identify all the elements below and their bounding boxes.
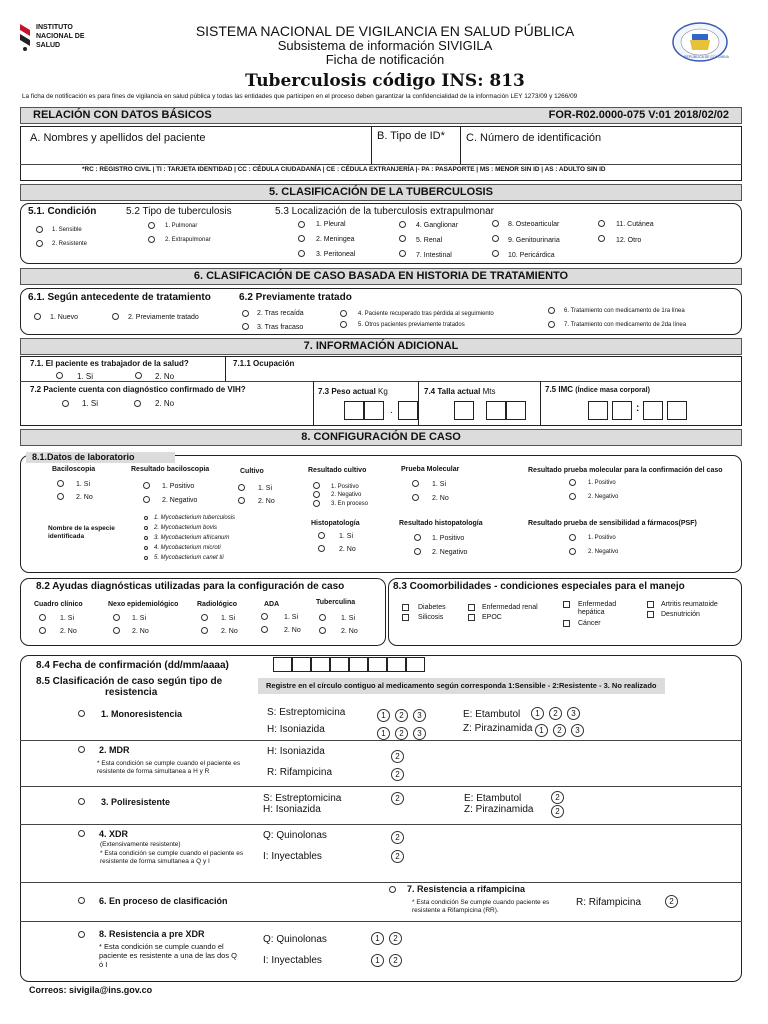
rcult-pos-radio[interactable] [313, 482, 320, 489]
ayuda-col: Tuberculina [316, 599, 356, 606]
poli-z-2[interactable]: 2 [551, 805, 564, 818]
form-code: FOR-R02.0000-075 V:01 2018/02/02 [548, 109, 729, 121]
drug-label: Q: Quinolonas [263, 830, 327, 841]
option-label: 3. Peritoneal [316, 251, 356, 258]
intestinal-radio[interactable] [399, 250, 406, 257]
poli-sh-2[interactable]: 2 [391, 792, 404, 805]
option-label: 1. Positivo [588, 535, 616, 541]
vih-no-radio[interactable] [134, 400, 141, 407]
option-label: 10. Pericárdica [508, 252, 555, 259]
peso-unit: Kg [378, 387, 388, 396]
mono-e-1[interactable]: 1 [531, 707, 544, 720]
ayudas-title: 8.2 Ayudas diagnósticas utilizadas para la configuración de caso [36, 581, 345, 592]
divider [20, 740, 742, 741]
en-proceso-radio[interactable] [78, 897, 85, 904]
drug-label: R: Rifampicina [576, 897, 642, 908]
rcult-neg-radio[interactable] [313, 491, 320, 498]
section8-title: 8. CONFIGURACIÓN DE CASO [20, 429, 742, 446]
rpm-neg-radio[interactable] [569, 493, 576, 500]
otros-tratados-radio[interactable] [340, 321, 347, 328]
xdr-radio[interactable] [78, 830, 85, 837]
option-label: 2. No [221, 628, 238, 635]
rpm-pos-radio[interactable] [569, 479, 576, 486]
date-yy-4[interactable] [406, 657, 425, 672]
divider [20, 786, 742, 787]
divider [20, 921, 742, 922]
res-molecular-label: Resultado prueba molecular para la confirmación del caso [528, 467, 723, 474]
sensible-radio[interactable] [36, 226, 43, 233]
option-label: 2. No [432, 495, 449, 502]
tras-recaida-radio[interactable] [242, 310, 249, 317]
option-label: 3. En proceso [331, 501, 369, 507]
option-label: 1. Sensible [52, 227, 82, 233]
cultivo-si-radio[interactable] [238, 484, 245, 491]
rhisto-neg-radio[interactable] [414, 548, 421, 555]
vih-label: 7.2 Paciente cuenta con diagnóstico confirmado de VIH? [30, 385, 246, 394]
relacion-title: RELACIÓN CON DATOS BÁSICOS [33, 109, 212, 121]
option-label: 2. Tras recaída [257, 310, 304, 317]
en-proceso-label: 6. En proceso de clasificación [99, 896, 228, 906]
pulmonar-radio[interactable] [148, 222, 155, 229]
relacion-bar [20, 107, 742, 124]
cancer-checkbox[interactable] [563, 620, 570, 627]
rifampicina-note: * Esta condición Se cumple cuando paciente es resistente a Rifampicina (RR). [412, 899, 550, 914]
option-label: Enfermedad hepática [578, 601, 617, 616]
especie-label: Nombre de la especie identificada [48, 525, 115, 540]
option-label: 2. Extrapulmonar [165, 237, 211, 243]
ganglionar-radio[interactable] [399, 221, 406, 228]
peso-label-text: 7.3 Peso actual [318, 387, 376, 396]
trabajador-si-radio[interactable] [56, 372, 63, 379]
drug-label: Z: Pirazinamida [463, 723, 533, 734]
option-label: 6. Tratamiento con medicamento de 1ra línea [564, 308, 685, 314]
ayuda-col: ADA [264, 601, 280, 608]
footer-email: Correos: sivigila@ins.gov.co [29, 985, 153, 995]
previamente-tratado-radio[interactable] [112, 313, 119, 320]
date-yy-1[interactable] [349, 657, 368, 672]
option-label: Diabetes [418, 604, 446, 611]
drug-label: I: Inyectables [263, 851, 322, 862]
tras-fracaso-radio[interactable] [242, 323, 249, 330]
species-label: 4. Mycobacterium microti [154, 545, 221, 551]
histo-si-radio[interactable] [318, 532, 325, 539]
option-label: 2. Meningea [316, 236, 355, 243]
species-1-radio[interactable] [144, 516, 148, 520]
divider [20, 882, 742, 883]
option-label: 2. No [132, 628, 149, 635]
drug-label: Z: Pirazinamida [464, 804, 534, 815]
option-label: Silicosis [418, 614, 444, 621]
drug-label: R: Rifampicina [267, 767, 333, 778]
prexdr-i-1[interactable]: 1 [371, 954, 384, 967]
xdr-i-2[interactable]: 2 [391, 850, 404, 863]
form-type-title: Ficha de notificación [325, 52, 445, 67]
section5-title: 5. CLASIFICACIÓN DE LA TUBERCULOSIS [20, 184, 742, 201]
date-yy-2[interactable] [368, 657, 387, 672]
peritoneal-radio[interactable] [298, 250, 305, 257]
option-label: 1. Si [77, 372, 94, 381]
option-label: 2. No [76, 494, 93, 501]
baci-no-radio[interactable] [57, 493, 64, 500]
imc-label-text: 7.5 IMC [545, 385, 574, 394]
species-4-radio[interactable] [144, 546, 148, 550]
divider [20, 164, 742, 165]
monoresistencia-label: 1. Monoresistencia [101, 709, 183, 719]
clasificacion-label: 8.5 Clasificación de caso según tipo de [36, 676, 223, 687]
artritis-checkbox[interactable] [647, 601, 654, 608]
option-label: 2. No [339, 546, 356, 553]
pleural-radio[interactable] [298, 221, 305, 228]
option-label: 7. Intestinal [416, 252, 452, 259]
res-histopatologia-label: Resultado histopatología [399, 520, 483, 527]
drug-label: E: Etambutol [463, 709, 521, 720]
option-label: Artritis reumatoide [661, 601, 718, 608]
mono-s-3[interactable]: 3 [413, 709, 426, 722]
prueba-molecular-label: Prueba Molecular [401, 466, 460, 473]
peso-decimal[interactable] [398, 401, 418, 420]
divider [540, 381, 541, 426]
option-label: 1. Si [258, 485, 273, 492]
nexo-no-radio[interactable] [113, 627, 120, 634]
poliresistente-radio[interactable] [78, 798, 85, 805]
mdr-note: * Esta condición se cumple cuando el paciente es resistente de forma simultanea a H y R [97, 760, 241, 775]
epoc-checkbox[interactable] [468, 614, 475, 621]
date-yy-3[interactable] [387, 657, 406, 672]
talla-unit: Mts [482, 387, 496, 396]
talla-label [424, 388, 495, 396]
xdr-subtitle: (Extensivamente resistente) [100, 841, 181, 848]
imc-label [545, 386, 650, 394]
primera-linea-radio[interactable] [548, 307, 555, 314]
logo-line1: INSTITUTO [36, 24, 73, 31]
option-label: 12. Otro [616, 237, 642, 244]
diabetes-checkbox[interactable] [402, 604, 409, 611]
recuperado-radio[interactable] [340, 310, 347, 317]
species-label: 3. Mycobacterium africanum [154, 535, 230, 541]
option-label: 1. Si [284, 614, 299, 621]
section6-title: 6. CLASIFICACIÓN DE CASO BASADA EN HISTORIA DE TRATAMIENTO [20, 268, 742, 285]
antecedente-label: 6.1. Según antecedente de tratamiento [28, 292, 211, 303]
id-number-label: C. Número de identificación [466, 132, 602, 144]
option-label: 2. Negativo [588, 549, 619, 555]
species-2-radio[interactable] [144, 526, 148, 530]
renal-checkbox[interactable] [468, 604, 475, 611]
drug-label: S: Estreptomicina [267, 707, 346, 718]
divider [371, 126, 372, 164]
clinico-no-radio[interactable] [39, 627, 46, 634]
divider [418, 381, 419, 426]
mono-s-1[interactable]: 1 [377, 709, 390, 722]
drug-label: H: Isoniazida [263, 804, 321, 815]
mono-s-2[interactable]: 2 [395, 709, 408, 722]
nexo-si-radio[interactable] [113, 614, 120, 621]
option-label: 1. Si [339, 533, 354, 540]
form-title: Tuberculosis código INS: 813 [245, 71, 525, 91]
fecha-confirmacion-label: 8.4 Fecha de confirmación (dd/mm/aaaa) [36, 660, 229, 671]
res-psf-label: Resultado prueba de sensibilidad a fármacos(PSF) [528, 520, 697, 527]
vih-si-radio[interactable] [62, 400, 69, 407]
radio-si-radio[interactable] [201, 614, 208, 621]
localizacion-label: 5.3 Localización de la tuberculosis extrapulmonar [275, 206, 495, 217]
section7-title: 7. INFORMACIÓN ADICIONAL [20, 338, 742, 355]
divider [225, 356, 226, 381]
rifampicina-label: 7. Resistencia a rifampicina [407, 884, 526, 894]
otro-radio[interactable] [598, 235, 605, 242]
drug-label: S: Estreptomicina [263, 793, 342, 804]
drug-label: H: Isoniazida [267, 746, 325, 757]
ins-logo [18, 22, 32, 52]
divider [460, 126, 461, 164]
xdr-label: 4. XDR [99, 829, 129, 839]
condicion-label: 5.1. Condición [28, 206, 97, 217]
imc-sub: (Índice masa corporal) [575, 387, 650, 394]
option-label: 1. Positivo [588, 480, 616, 486]
previamente-label: 6.2 Previamente tratado [239, 292, 352, 303]
mono-z-2[interactable]: 2 [553, 724, 566, 737]
osteoarticular-radio[interactable] [492, 220, 499, 227]
option-label: 1. Si [60, 615, 75, 622]
colombia-seal [672, 22, 728, 62]
subsystem-title: Subsistema de información SIVIGILA [277, 38, 493, 53]
option-label: 1. Positivo [162, 483, 195, 490]
poliresistente-label: 3. Poliresistente [101, 797, 171, 807]
res-cultivo-label: Resultado cultivo [308, 467, 367, 474]
pericardica-radio[interactable] [492, 250, 499, 257]
option-label: 7. Tratamiento con medicamento de 2da línea [564, 322, 687, 328]
rhisto-pos-radio[interactable] [414, 534, 421, 541]
pre-xdr-label: 8. Resistencia a pre XDR [99, 929, 205, 939]
confidentiality-notice: La ficha de notificación es para fines de vigilancia en salud pública y todas las entidades que participen en el proceso deben garantizar la confidencialidad de la información LEY 1273/09 y 1266/09 [22, 93, 578, 100]
hepatica-checkbox[interactable] [563, 601, 570, 608]
mdr-radio[interactable] [78, 746, 85, 753]
peso-digit-2[interactable] [364, 401, 384, 420]
instruction-banner: Registre en el círculo contiguo al medicamento según corresponda 1:Sensible - 2:Resistente - 3. No realizado [258, 678, 665, 694]
rbaci-pos-radio[interactable] [143, 482, 150, 489]
option-label: 1. Positivo [331, 484, 359, 490]
extrapulmonar-radio[interactable] [148, 236, 155, 243]
species-5-radio[interactable] [144, 556, 148, 560]
option-label: 1. Nuevo [50, 314, 79, 321]
option-label: 1. Positivo [432, 535, 465, 542]
option-label: 2. No [284, 627, 301, 634]
option-label: 2. No [155, 372, 175, 381]
poli-e-2[interactable]: 2 [551, 791, 564, 804]
resistente-radio[interactable] [36, 240, 43, 247]
system-title: SISTEMA NACIONAL DE VIGILANCIA EN SALUD PÚBLICA [195, 23, 575, 39]
prexdr-i-2[interactable]: 2 [389, 954, 402, 967]
talla-digit-3[interactable] [506, 401, 526, 420]
tuberculina-si-radio[interactable] [319, 614, 326, 621]
option-label: 3. Tras fracaso [257, 324, 304, 331]
desnutricion-checkbox[interactable] [647, 611, 654, 618]
nuevo-radio[interactable] [34, 313, 41, 320]
option-label: Cáncer [578, 620, 601, 627]
talla-digit-2[interactable] [486, 401, 506, 420]
prexdr-q-1[interactable]: 1 [371, 932, 384, 945]
imc-decimal-1[interactable] [643, 401, 663, 420]
date-dd-1[interactable] [273, 657, 292, 672]
option-label: 5. Renal [416, 237, 443, 244]
option-label: 8. Osteoarticular [508, 221, 560, 228]
option-label: 1. Si [132, 615, 147, 622]
trabajador-salud-label: 7.1. El paciente es trabajador de la salud? [30, 359, 189, 368]
option-label: 2. No [60, 628, 77, 635]
decimal-point: . [390, 405, 393, 416]
trabajador-no-radio[interactable] [135, 372, 142, 379]
rr-r-2[interactable]: 2 [665, 895, 678, 908]
xdr-q-2[interactable]: 2 [391, 831, 404, 844]
option-label: 1. Si [76, 481, 91, 488]
drug-label: E: Etambutol [464, 793, 522, 804]
option-label: 1. Si [432, 481, 447, 488]
ayuda-col: Cuadro clínico [34, 601, 83, 608]
option-label: 2. Negativo [162, 497, 198, 504]
tuberculina-no-radio[interactable] [319, 627, 326, 634]
peso-label [318, 388, 388, 396]
mdr-r-2[interactable]: 2 [391, 768, 404, 781]
option-label: 1. Pulmonar [165, 223, 198, 229]
cutanea-radio[interactable] [598, 220, 605, 227]
divider [313, 381, 314, 426]
tipo-tb-label: 5.2 Tipo de tuberculosis [126, 206, 232, 217]
option-label: 2. Negativo [588, 494, 619, 500]
lab-data-label: 8.1.Datos de laboratorio [26, 452, 175, 463]
option-label: EPOC [482, 614, 502, 621]
mono-z-3[interactable]: 3 [571, 724, 584, 737]
pre-xdr-radio[interactable] [78, 931, 85, 938]
pm-si-radio[interactable] [412, 480, 419, 487]
genitourinaria-radio[interactable] [492, 235, 499, 242]
rifampicina-radio[interactable] [389, 886, 396, 893]
date-mm-1[interactable] [311, 657, 330, 672]
ocupacion-label: 7.1.1 Ocupación [233, 359, 295, 368]
ayuda-col: Nexo epidemiológico [108, 601, 179, 608]
date-dd-2[interactable] [292, 657, 311, 672]
talla-digit-1[interactable] [454, 401, 474, 420]
drug-label: Q: Quinolonas [263, 934, 327, 945]
date-mm-2[interactable] [330, 657, 349, 672]
mono-h-2[interactable]: 2 [395, 727, 408, 740]
option-label: Desnutrición [661, 611, 700, 618]
species-label: 5. Mycobacterium canet tii [154, 555, 224, 561]
meningea-radio[interactable] [298, 235, 305, 242]
option-label: 2. Negativo [432, 549, 468, 556]
option-label: Enfermedad renal [482, 604, 538, 611]
option-label: 4. Ganglionar [416, 222, 459, 229]
ada-si-radio[interactable] [261, 613, 268, 620]
mdr-label: 2. MDR [99, 745, 130, 755]
option-label: 1. Pleural [316, 221, 346, 228]
monoresistencia-radio[interactable] [78, 710, 85, 717]
mdr-h-2[interactable]: 2 [391, 750, 404, 763]
drug-label: I: Inyectables [263, 955, 322, 966]
option-label: 1. Si [82, 399, 99, 408]
option-label: 9. Genitourinaria [508, 237, 560, 244]
peso-digit-1[interactable] [344, 401, 364, 420]
mono-e-2[interactable]: 2 [549, 707, 562, 720]
option-label: 11. Cutánea [616, 221, 654, 228]
patient-name-label: A. Nombres y apellidos del paciente [30, 132, 206, 144]
psf-pos-radio[interactable] [569, 534, 576, 541]
option-label: 2. Resistente [52, 241, 88, 247]
rbaci-neg-radio[interactable] [143, 496, 150, 503]
seal-text: REPÚBLICA DE COLOMBIA [684, 55, 729, 59]
cultivo-label: Cultivo [240, 468, 264, 475]
imc-colon: : [636, 403, 640, 414]
id-types-legend: *RC : REGISTRO CIVIL | TI : TARJETA IDENTIDAD | CC : CÉDULA CIUDADANÍA | CE : CÉDULA EXTRANJERÍA |- PA : PASAPORTE | MS : MENOR SIN ID | AS : ADULTO SIN ID [82, 166, 606, 173]
xdr-note: * Esta condición se cumple cuando el paciente es resistente de forma simultanea a Q y I [100, 850, 244, 865]
option-label: 2. No [155, 399, 175, 408]
mono-h-3[interactable]: 3 [413, 727, 426, 740]
prexdr-q-2[interactable]: 2 [389, 932, 402, 945]
baci-si-radio[interactable] [57, 480, 64, 487]
baciloscopia-label: Baciloscopia [52, 466, 96, 473]
species-label: 1. Mycobacterium tuberculosis [154, 515, 236, 521]
option-label: 1. Si [341, 615, 356, 622]
clasificacion-label-2: resistencia [105, 687, 158, 698]
imc-decimal-2[interactable] [667, 401, 687, 420]
species-label: 2. Mycobacterium bovis [154, 525, 218, 531]
divider [20, 824, 742, 825]
imc-digit-1[interactable] [588, 401, 608, 420]
talla-label-text: 7.4 Talla actual [424, 387, 481, 396]
pm-no-radio[interactable] [412, 494, 419, 501]
logo-line2: NACIONAL DE [36, 33, 85, 40]
option-label: 4. Paciente recuperado tras pérdida al seguimiento [358, 311, 494, 317]
ada-no-radio[interactable] [261, 626, 268, 633]
species-3-radio[interactable] [144, 536, 148, 540]
imc-digit-2[interactable] [612, 401, 632, 420]
comorbilidades-title: 8.3 Coomorbilidades - condiciones especiales para el manejo [393, 581, 685, 592]
id-type-label: B. Tipo de ID* [377, 130, 445, 142]
rcult-proc-radio[interactable] [313, 500, 320, 507]
segunda-linea-radio[interactable] [548, 321, 555, 328]
option-label: 1. Si [221, 615, 236, 622]
option-label: 2. No [258, 498, 275, 505]
silicosis-checkbox[interactable] [402, 614, 409, 621]
histo-no-radio[interactable] [318, 545, 325, 552]
clinico-si-radio[interactable] [39, 614, 46, 621]
psf-neg-radio[interactable] [569, 548, 576, 555]
option-label: 2. No [341, 628, 358, 635]
renal-radio[interactable] [399, 235, 406, 242]
pre-xdr-note: * Esta condición se cumple cuando el paciente es resistente a una de las dos Q ó I [99, 942, 238, 969]
res-baciloscopia-label: Resultado baciloscopia [131, 466, 210, 473]
mono-z-1[interactable]: 1 [535, 724, 548, 737]
mono-e-3[interactable]: 3 [567, 707, 580, 720]
ayuda-col: Radiológico [197, 601, 238, 608]
option-label: 5. Otros pacientes previamente tratados [358, 322, 465, 328]
cultivo-no-radio[interactable] [238, 497, 245, 504]
option-label: 2. Previamente tratado [128, 314, 199, 321]
option-label: 2. Negativo [331, 492, 362, 498]
mono-h-1[interactable]: 1 [377, 727, 390, 740]
logo-line3: SALUD [36, 42, 61, 49]
radio-no-radio[interactable] [201, 627, 208, 634]
drug-label: H: Isoniazida [267, 724, 325, 735]
divider [20, 381, 742, 382]
histopatologia-label: Histopatología [311, 520, 360, 527]
